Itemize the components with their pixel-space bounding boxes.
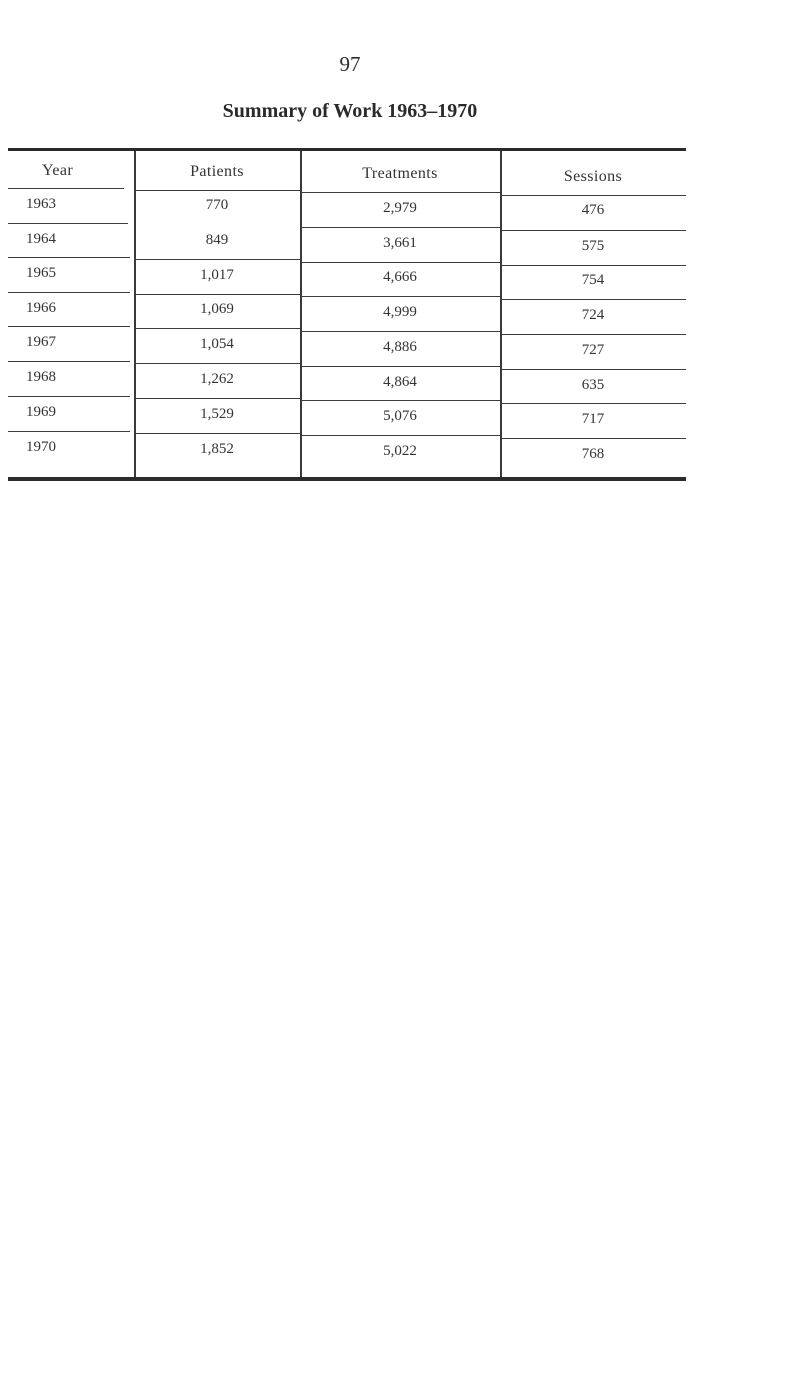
row-separator: [8, 223, 128, 224]
table-cell-year: 1968: [26, 369, 56, 385]
table-cell-patients: 1,017: [200, 267, 234, 283]
row-separator: [300, 400, 500, 401]
table-cell-patients: 1,054: [200, 336, 234, 352]
table-top-rule: [8, 148, 686, 151]
row-separator: [500, 265, 686, 266]
row-separator: [134, 190, 300, 191]
table-cell-sessions: 768: [581, 446, 605, 462]
table-cell-treatments: 2,979: [383, 200, 417, 216]
row-separator: [8, 396, 130, 397]
table-cell-year: 1967: [26, 334, 56, 350]
header-year: Year: [42, 162, 74, 179]
table-cell-treatments: 4,999: [383, 304, 417, 320]
table-cell-treatments: 4,864: [383, 374, 417, 390]
table-cell-patients: 770: [205, 197, 229, 213]
table-cell-sessions: 575: [581, 238, 605, 254]
table-cell-sessions: 724: [581, 307, 605, 323]
row-separator: [134, 398, 300, 399]
row-separator: [500, 403, 686, 404]
row-separator: [300, 435, 500, 436]
header-sessions: Sessions: [563, 168, 623, 185]
row-separator: [300, 227, 500, 228]
table-cell-patients: 1,069: [200, 301, 234, 317]
header-treatments: Treatments: [362, 165, 438, 182]
header-patients: Patients: [190, 163, 244, 180]
table-cell-patients: 1,529: [200, 406, 234, 422]
table-cell-patients: 1,852: [200, 441, 234, 457]
page-title: Summary of Work 1963–1970: [222, 100, 478, 122]
row-separator: [500, 195, 686, 196]
table-cell-sessions: 727: [581, 342, 605, 358]
table-cell-year: 1966: [26, 300, 56, 316]
table-cell-patients: 849: [205, 232, 229, 248]
table-cell-sessions: 476: [581, 202, 605, 218]
table-cell-year: 1963: [26, 196, 56, 212]
row-separator: [134, 328, 300, 329]
row-separator: [500, 299, 686, 300]
row-separator: [300, 296, 500, 297]
table-cell-year: 1969: [26, 404, 56, 420]
table-cell-treatments: 4,666: [383, 269, 417, 285]
row-separator: [8, 361, 130, 362]
row-separator: [8, 188, 124, 189]
row-separator: [8, 431, 130, 432]
table-cell-year: 1965: [26, 265, 56, 281]
table-cell-treatments: 5,022: [383, 443, 417, 459]
page-number: 97: [339, 52, 361, 76]
table-cell-treatments: 4,886: [383, 339, 417, 355]
row-separator: [134, 363, 300, 364]
table-cell-sessions: 717: [581, 411, 605, 427]
row-separator: [134, 294, 300, 295]
table-cell-treatments: 5,076: [383, 408, 417, 424]
table-cell-year: 1964: [26, 231, 56, 247]
row-separator: [500, 334, 686, 335]
row-separator: [134, 433, 300, 434]
row-separator: [300, 192, 500, 193]
row-separator: [8, 257, 130, 258]
table-cell-sessions: 754: [581, 272, 605, 288]
row-separator: [500, 369, 686, 370]
table-cell-sessions: 635: [581, 377, 605, 393]
table-cell-treatments: 3,661: [383, 235, 417, 251]
table-cell-year: 1970: [26, 439, 56, 455]
row-separator: [300, 366, 500, 367]
row-separator: [8, 292, 130, 293]
summary-table: [8, 148, 686, 484]
table-bottom-rule: [8, 477, 686, 481]
row-separator: [500, 230, 686, 231]
table-cell-patients: 1,262: [200, 371, 234, 387]
row-separator: [300, 262, 500, 263]
row-separator: [300, 331, 500, 332]
row-separator: [500, 438, 686, 439]
row-separator: [8, 326, 130, 327]
row-separator: [134, 259, 300, 260]
